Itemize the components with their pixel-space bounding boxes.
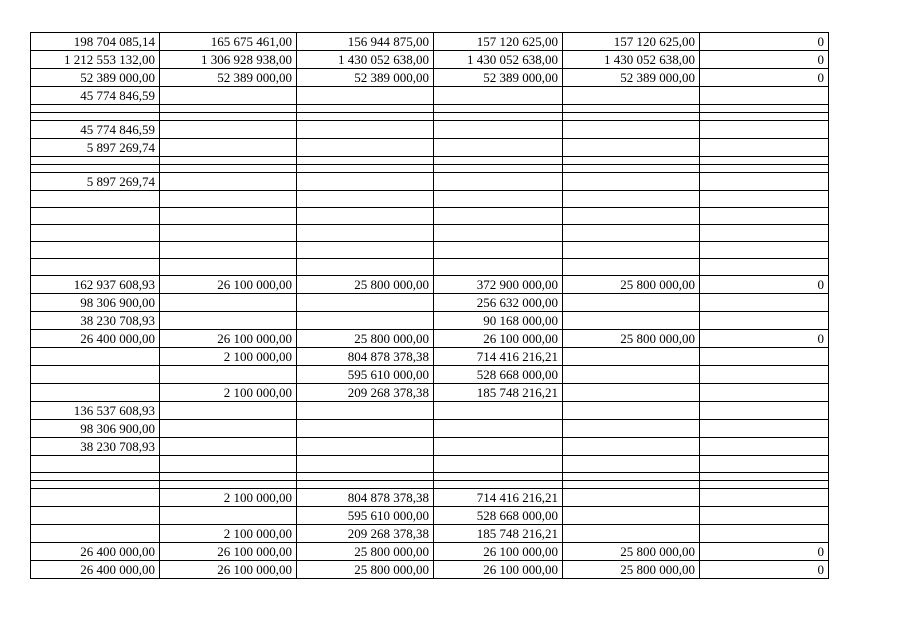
table-row	[31, 242, 829, 259]
table-cell	[31, 105, 160, 113]
table-row	[31, 294, 829, 312]
table-row	[31, 225, 829, 242]
table-cell	[160, 473, 297, 481]
table-cell	[160, 456, 297, 473]
table-cell	[563, 87, 700, 105]
table-cell	[434, 402, 563, 420]
table-cell	[434, 113, 563, 121]
table-cell	[297, 420, 434, 438]
table-cell	[434, 121, 563, 139]
table-cell: 25 800 000,00	[563, 276, 700, 294]
table-cell	[297, 208, 434, 225]
table-cell	[434, 481, 563, 489]
table-cell	[297, 139, 434, 157]
table-row	[31, 489, 829, 507]
table-row	[31, 420, 829, 438]
table-cell	[563, 384, 700, 402]
table-cell	[700, 438, 829, 456]
financial-table	[30, 32, 829, 579]
table-cell	[563, 456, 700, 473]
table-row	[31, 561, 829, 579]
table-cell	[434, 438, 563, 456]
table-cell	[31, 507, 160, 525]
table-cell	[160, 113, 297, 121]
table-cell: 26 100 000,00	[160, 276, 297, 294]
table-row	[31, 456, 829, 473]
table-cell	[160, 294, 297, 312]
table-cell: 372 900 000,00	[434, 276, 563, 294]
table-cell	[700, 191, 829, 208]
table-cell	[563, 105, 700, 113]
table-cell: 26 100 000,00	[434, 543, 563, 561]
table-cell	[297, 173, 434, 191]
table-cell	[700, 384, 829, 402]
table-cell: 25 800 000,00	[563, 543, 700, 561]
table-cell	[160, 420, 297, 438]
table-cell	[563, 157, 700, 165]
table-row	[31, 259, 829, 276]
table-cell: 0	[700, 33, 829, 51]
table-cell	[563, 139, 700, 157]
table-cell	[297, 191, 434, 208]
table-cell: 45 774 846,59	[31, 121, 160, 139]
table-cell	[160, 225, 297, 242]
table-cell: 209 268 378,38	[297, 525, 434, 543]
table-cell: 26 400 000,00	[31, 330, 160, 348]
table-cell: 52 389 000,00	[31, 69, 160, 87]
table-cell	[160, 191, 297, 208]
table-cell	[434, 105, 563, 113]
table-row	[31, 525, 829, 543]
table-cell	[700, 259, 829, 276]
table-cell: 714 416 216,21	[434, 348, 563, 366]
table-cell	[434, 259, 563, 276]
table-cell: 0	[700, 561, 829, 579]
table-cell: 0	[700, 330, 829, 348]
table-cell: 26 400 000,00	[31, 561, 160, 579]
table-cell	[31, 208, 160, 225]
table-cell: 26 100 000,00	[434, 330, 563, 348]
table-cell	[160, 438, 297, 456]
table-cell: 804 878 378,38	[297, 489, 434, 507]
table-row	[31, 87, 829, 105]
table-cell: 26 400 000,00	[31, 543, 160, 561]
table-cell	[700, 87, 829, 105]
table-cell	[700, 489, 829, 507]
table-row	[31, 384, 829, 402]
table-row	[31, 402, 829, 420]
table-cell	[297, 402, 434, 420]
table-cell	[160, 366, 297, 384]
table-cell	[434, 225, 563, 242]
table-cell: 1 212 553 132,00	[31, 51, 160, 69]
table-cell	[297, 456, 434, 473]
table-cell	[563, 173, 700, 191]
table-cell: 157 120 625,00	[434, 33, 563, 51]
table-cell	[700, 402, 829, 420]
table-cell	[563, 348, 700, 366]
table-cell: 136 537 608,93	[31, 402, 160, 420]
table-cell: 25 800 000,00	[563, 561, 700, 579]
table-cell	[700, 456, 829, 473]
table-cell	[700, 105, 829, 113]
table-cell	[160, 87, 297, 105]
table-cell: 26 100 000,00	[434, 561, 563, 579]
table-cell	[434, 157, 563, 165]
table-cell: 714 416 216,21	[434, 489, 563, 507]
table-cell	[563, 312, 700, 330]
table-cell	[160, 105, 297, 113]
table-cell	[563, 294, 700, 312]
table-cell	[31, 489, 160, 507]
table-cell: 52 389 000,00	[434, 69, 563, 87]
table-cell	[563, 121, 700, 139]
table-cell	[31, 113, 160, 121]
table-row	[31, 191, 829, 208]
table-cell	[160, 121, 297, 139]
table-row	[31, 438, 829, 456]
table-cell	[563, 225, 700, 242]
table-cell: 90 168 000,00	[434, 312, 563, 330]
table-cell	[700, 121, 829, 139]
table-cell	[434, 173, 563, 191]
table-cell	[700, 294, 829, 312]
table-cell	[700, 348, 829, 366]
table-cell	[563, 525, 700, 543]
table-cell	[160, 208, 297, 225]
table-cell	[563, 402, 700, 420]
table-row	[31, 366, 829, 384]
table-cell: 52 389 000,00	[160, 69, 297, 87]
table-cell	[700, 208, 829, 225]
table-row	[31, 348, 829, 366]
table-cell: 5 897 269,74	[31, 139, 160, 157]
table-cell	[563, 420, 700, 438]
table-cell	[160, 507, 297, 525]
table-cell	[700, 242, 829, 259]
table-cell: 25 800 000,00	[297, 543, 434, 561]
table-cell	[563, 366, 700, 384]
table-cell	[297, 481, 434, 489]
table-cell: 52 389 000,00	[297, 69, 434, 87]
table-cell	[434, 242, 563, 259]
table-cell: 26 100 000,00	[160, 330, 297, 348]
table-cell	[31, 456, 160, 473]
table-cell: 26 100 000,00	[160, 561, 297, 579]
table-row	[31, 276, 829, 294]
table-cell: 5 897 269,74	[31, 173, 160, 191]
table-cell	[160, 242, 297, 259]
table-row	[31, 105, 829, 113]
table-cell	[563, 438, 700, 456]
table-cell: 2 100 000,00	[160, 525, 297, 543]
table-cell: 595 610 000,00	[297, 507, 434, 525]
table-cell: 98 306 900,00	[31, 294, 160, 312]
table-cell	[160, 259, 297, 276]
table-cell	[31, 259, 160, 276]
table-cell: 52 389 000,00	[563, 69, 700, 87]
table-cell	[563, 489, 700, 507]
table-cell: 209 268 378,38	[297, 384, 434, 402]
table-cell: 0	[700, 543, 829, 561]
table-cell: 528 668 000,00	[434, 366, 563, 384]
table-cell	[31, 473, 160, 481]
table-cell: 2 100 000,00	[160, 384, 297, 402]
table-cell: 98 306 900,00	[31, 420, 160, 438]
table-cell	[434, 139, 563, 157]
table-cell	[700, 165, 829, 173]
table-cell	[434, 191, 563, 208]
table-cell: 185 748 216,21	[434, 384, 563, 402]
table-cell	[297, 105, 434, 113]
table-cell	[563, 473, 700, 481]
table-row	[31, 507, 829, 525]
table-cell	[563, 507, 700, 525]
table-cell	[700, 420, 829, 438]
table-row	[31, 51, 829, 69]
table-row	[31, 312, 829, 330]
table-cell: 1 306 928 938,00	[160, 51, 297, 69]
table-cell	[563, 481, 700, 489]
table-cell	[297, 157, 434, 165]
table-cell	[700, 173, 829, 191]
table-row	[31, 208, 829, 225]
table-cell	[297, 121, 434, 139]
table-cell: 25 800 000,00	[297, 330, 434, 348]
table-cell: 162 937 608,93	[31, 276, 160, 294]
table-cell: 45 774 846,59	[31, 87, 160, 105]
table-cell	[297, 165, 434, 173]
table-cell	[160, 402, 297, 420]
table-cell	[700, 507, 829, 525]
table-cell: 256 632 000,00	[434, 294, 563, 312]
table-cell	[700, 473, 829, 481]
table-cell: 38 230 708,93	[31, 438, 160, 456]
table-cell	[160, 139, 297, 157]
table-cell	[297, 312, 434, 330]
table-cell: 1 430 052 638,00	[563, 51, 700, 69]
table-cell	[297, 438, 434, 456]
table-cell	[434, 87, 563, 105]
table-cell	[160, 173, 297, 191]
table-cell	[31, 191, 160, 208]
table-cell	[563, 113, 700, 121]
table-row	[31, 139, 829, 157]
table-cell	[160, 312, 297, 330]
table-row	[31, 330, 829, 348]
table-cell	[700, 366, 829, 384]
table-cell	[31, 525, 160, 543]
table-cell: 157 120 625,00	[563, 33, 700, 51]
table-row	[31, 33, 829, 51]
table-cell	[160, 481, 297, 489]
table-cell	[700, 481, 829, 489]
table-cell	[31, 384, 160, 402]
table-cell: 0	[700, 51, 829, 69]
table-cell: 528 668 000,00	[434, 507, 563, 525]
table-cell: 165 675 461,00	[160, 33, 297, 51]
table-cell	[160, 165, 297, 173]
table-cell	[700, 312, 829, 330]
table-cell	[700, 139, 829, 157]
table-cell	[434, 456, 563, 473]
table-cell: 156 944 875,00	[297, 33, 434, 51]
table-cell	[700, 113, 829, 121]
table-cell	[297, 225, 434, 242]
table-cell	[31, 348, 160, 366]
table-cell: 1 430 052 638,00	[434, 51, 563, 69]
table-cell	[297, 259, 434, 276]
table-cell	[31, 157, 160, 165]
table-cell	[563, 208, 700, 225]
table-cell: 804 878 378,38	[297, 348, 434, 366]
table-cell	[297, 87, 434, 105]
table-row	[31, 473, 829, 481]
table-cell: 2 100 000,00	[160, 489, 297, 507]
table-cell: 38 230 708,93	[31, 312, 160, 330]
table-cell	[434, 208, 563, 225]
table-cell	[434, 165, 563, 173]
table-cell: 2 100 000,00	[160, 348, 297, 366]
table-cell: 25 800 000,00	[297, 561, 434, 579]
table-cell: 25 800 000,00	[563, 330, 700, 348]
table-cell	[31, 366, 160, 384]
table-cell: 1 430 052 638,00	[297, 51, 434, 69]
table-cell	[563, 191, 700, 208]
table-cell	[31, 225, 160, 242]
table-cell: 0	[700, 69, 829, 87]
table-row	[31, 173, 829, 191]
table-cell	[700, 525, 829, 543]
table-row	[31, 113, 829, 121]
table-cell: 185 748 216,21	[434, 525, 563, 543]
table-row	[31, 157, 829, 165]
table-cell	[31, 242, 160, 259]
table-cell	[434, 473, 563, 481]
table-cell	[700, 225, 829, 242]
table-cell	[31, 165, 160, 173]
table-cell	[434, 420, 563, 438]
table-cell: 26 100 000,00	[160, 543, 297, 561]
table-cell	[160, 157, 297, 165]
table-cell	[31, 481, 160, 489]
table-row	[31, 69, 829, 87]
table-row	[31, 165, 829, 173]
table-row	[31, 543, 829, 561]
table-row	[31, 481, 829, 489]
table-cell	[700, 157, 829, 165]
table-body	[31, 33, 829, 579]
table-cell	[563, 259, 700, 276]
table-cell	[297, 473, 434, 481]
table-cell	[297, 294, 434, 312]
table-cell	[297, 113, 434, 121]
table-cell: 25 800 000,00	[297, 276, 434, 294]
table-cell	[297, 242, 434, 259]
table-cell: 198 704 085,14	[31, 33, 160, 51]
table-row	[31, 121, 829, 139]
table-cell	[563, 242, 700, 259]
table-cell: 0	[700, 276, 829, 294]
table-cell: 595 610 000,00	[297, 366, 434, 384]
table-cell	[563, 165, 700, 173]
